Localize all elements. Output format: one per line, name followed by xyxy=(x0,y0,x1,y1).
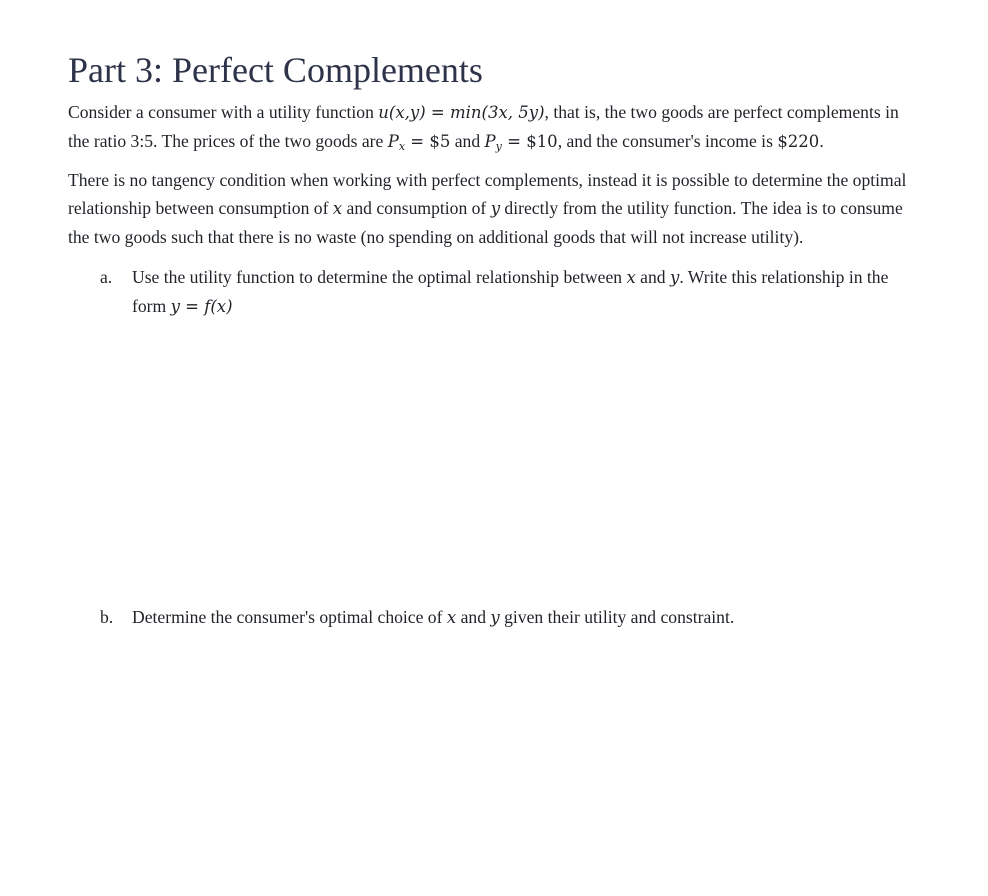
question-a-marker: a. xyxy=(100,267,113,287)
price-y-subscript: y xyxy=(495,140,502,153)
question-b-marker: b. xyxy=(100,607,114,627)
intro-text-2: , that is, the two goods are perfect complements in the ratio 3:5. The prices of the two goods are xyxy=(68,102,899,151)
question-list xyxy=(68,263,908,632)
utility-function-math: u(x,y) xyxy=(378,103,426,122)
question-a-text-1: Use the utility function to determine the optimal relationship between xyxy=(132,267,627,287)
intro-text-5: . xyxy=(819,131,824,151)
question-b-text-2: and xyxy=(456,607,491,627)
question-a-text-3: . Write this relationship in the form xyxy=(132,267,889,316)
question-a-form: y = f(x) xyxy=(170,297,233,316)
section-title: Part 3: Perfect Complements xyxy=(68,50,483,90)
price-x-subscript: x xyxy=(398,140,406,153)
price-y-value: = $10 xyxy=(501,132,558,151)
price-x-symbol: P xyxy=(387,132,399,151)
question-a-text-2: and xyxy=(635,267,670,287)
question-b-text-3: given their utility and constraint. xyxy=(499,607,735,627)
explanation-paragraph xyxy=(68,166,908,251)
price-x-value: = $5 xyxy=(405,132,451,151)
explanation-text-1: There is no tangency condition when working with perfect complements, instead it is possible to determine the optimal relationship between consumption of xyxy=(68,170,907,218)
intro-paragraph xyxy=(68,98,908,156)
variable-y: y xyxy=(490,199,501,218)
question-a-y: y xyxy=(669,268,680,287)
equals-sign: = xyxy=(425,103,450,122)
intro-text-3: and xyxy=(450,131,485,151)
income-value: $220 xyxy=(777,132,820,151)
question-b-y: y xyxy=(490,608,500,627)
price-y-symbol: P xyxy=(484,132,496,151)
question-a xyxy=(68,263,908,321)
question-a-x: x xyxy=(626,268,636,287)
min-arguments: (3x, 5y) xyxy=(481,103,545,122)
explanation-text-3: directly from the utility function. The idea is to consume the two goods such that there is no waste (no spending on additional goods that will not increase utility). xyxy=(68,198,903,247)
min-operator: min xyxy=(449,103,482,122)
document-page xyxy=(68,48,908,632)
explanation-text-2: and consumption of xyxy=(342,198,491,218)
question-b-x: x xyxy=(446,608,457,627)
intro-text-1: Consider a consumer with a utility function xyxy=(68,102,379,122)
question-b xyxy=(68,603,908,632)
intro-text-4: , and the consumer's income is xyxy=(557,131,778,151)
question-b-text-1: Determine the consumer's optimal choice of xyxy=(132,607,447,627)
variable-x: x xyxy=(332,199,343,218)
